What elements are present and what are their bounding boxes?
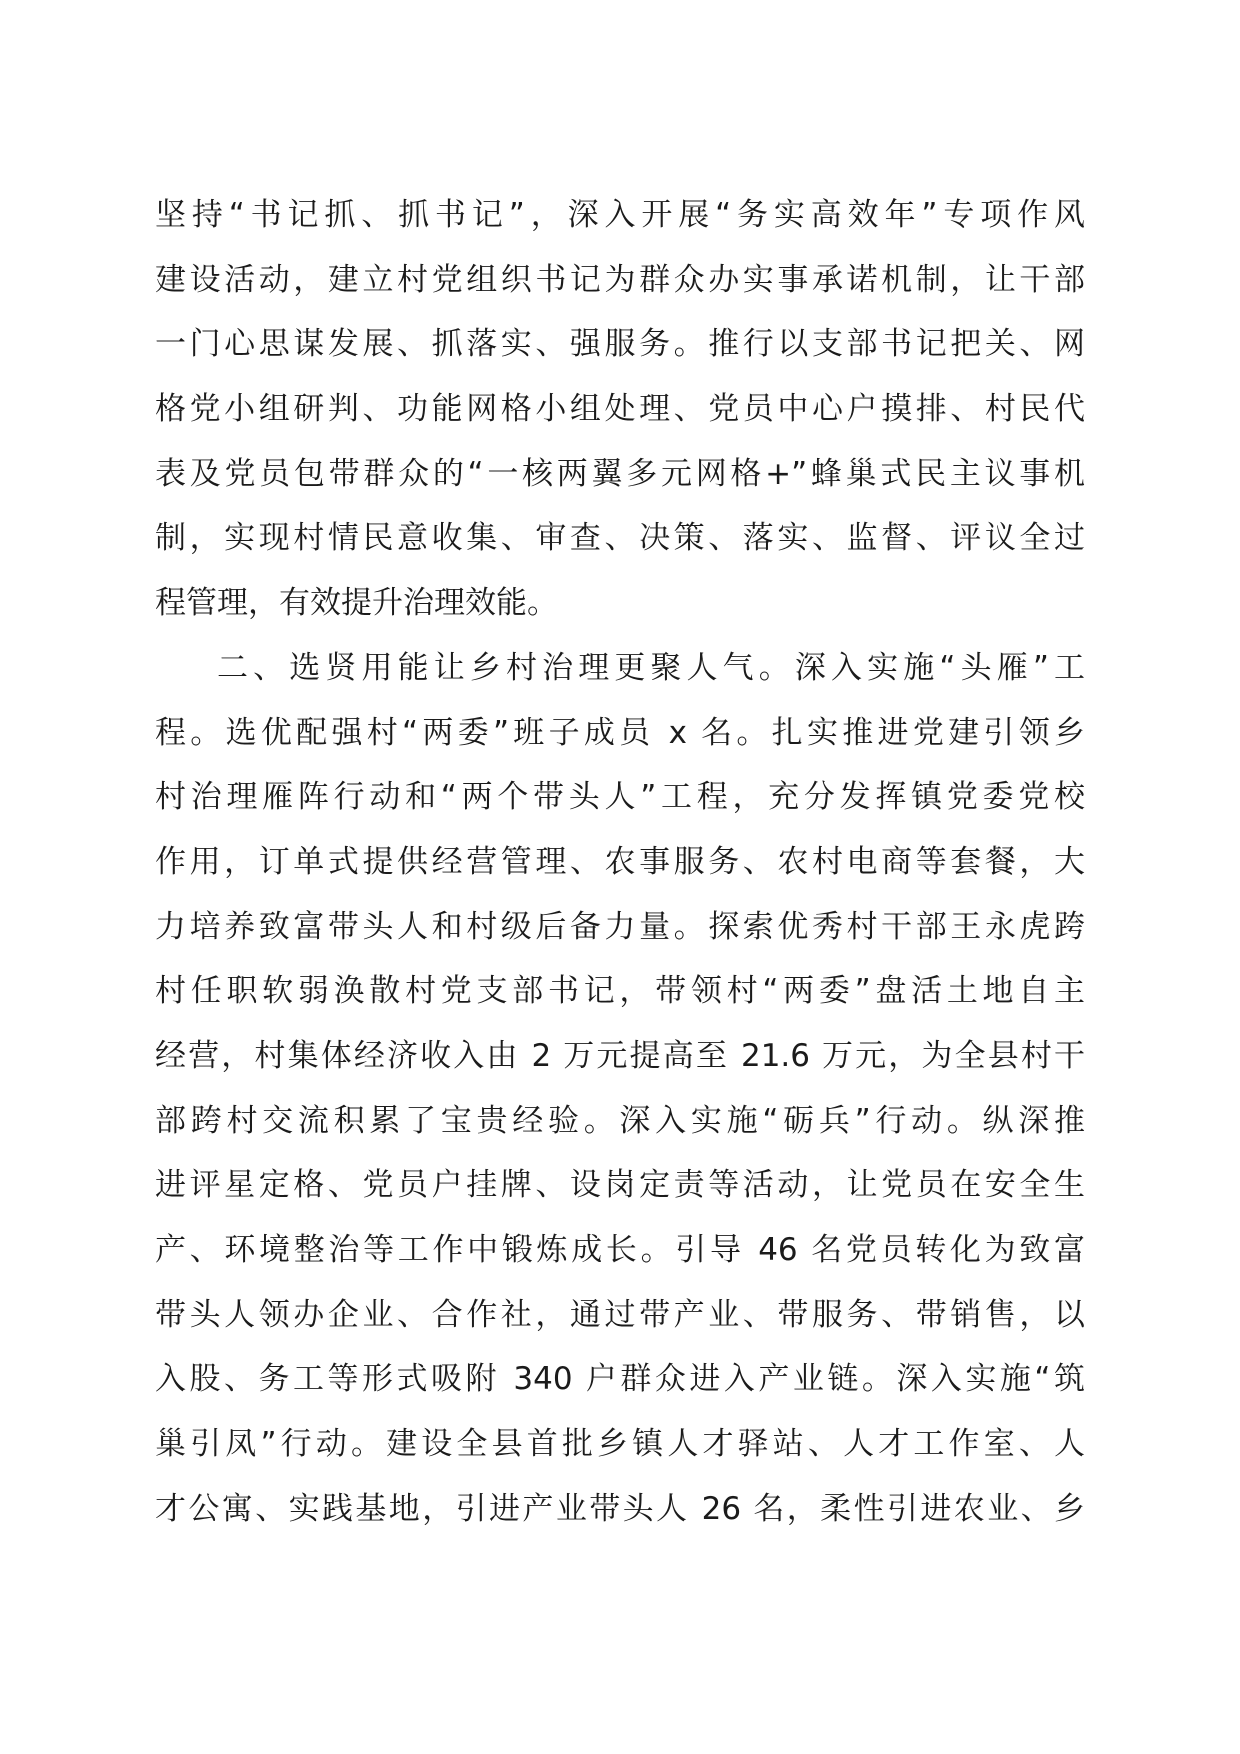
paragraph-1-line-6: 制，实现村情民意收集、审查、决策、落实、监督、评议全过 [155,520,1085,557]
paragraph-2-line-7: 经营，村集体经济收入由 2 万元提高至 21.6 万元，为全县村干 [155,1037,1085,1074]
paragraph-2-line-12: 入股、务工等形式吸附 340 户群众进入产业链。深入实施“筑 [155,1361,1085,1398]
paragraph-2-line-11: 带头人领办企业、合作社，通过带产业、带服务、带销售，以 [155,1296,1085,1333]
paragraph-2-line-2: 程。选优配强村“两委”班子成员 x 名。扎实推进党建引领乡 [155,714,1085,751]
paragraph-2-line-14: 才公寓、实践基地，引进产业带头人 26 名，柔性引进农业、乡 [155,1490,1085,1527]
paragraph-2-line-6: 村任职软弱涣散村党支部书记，带领村“两委”盘活土地自主 [155,973,1085,1010]
paragraph-1-line-1: 坚持“书记抓、抓书记”，深入开展“务实高效年”专项作风 [155,197,1085,233]
paragraph-1-line-7: 程管理，有效提升治理效能。 [155,585,558,622]
paragraph-1-line-5: 表及党员包带群众的“一核两翼多元网格+”蜂巢式民主议事机 [155,455,1085,492]
paragraph-1-line-3: 一门心思谋发展、抓落实、强服务。推行以支部书记把关、网 [155,326,1085,363]
paragraph-2-line-1: 二、选贤用能让乡村治理更聚人气。深入实施“头雁”工 [217,649,1085,686]
paragraph-1-line-2: 建设活动，建立村党组织书记为群众办实事承诺机制，让干部 [155,261,1085,298]
paragraph-2-line-10: 产、环境整治等工作中锻炼成长。引导 46 名党员转化为致富 [155,1232,1085,1268]
paragraph-2-line-9: 进评星定格、党员户挂牌、设岗定责等活动，让党员在安全生 [155,1167,1085,1204]
paragraph-1-line-4: 格党小组研判、功能网格小组处理、党员中心户摸排、村民代 [155,391,1085,428]
paragraph-2-line-8: 部跨村交流积累了宝贵经验。深入实施“砺兵”行动。纵深推 [155,1102,1085,1139]
document-body [155,183,1085,1541]
paragraph-2-line-4: 作用，订单式提供经营管理、农事服务、农村电商等套餐，大 [155,843,1085,880]
paragraph-2-line-3: 村治理雁阵行动和“两个带头人”工程，充分发挥镇党委党校 [155,779,1085,816]
paragraph-2-line-13: 巢引凤”行动。建设全县首批乡镇人才驿站、人才工作室、人 [155,1426,1085,1463]
paragraph-2-line-5: 力培养致富带头人和村级后备力量。探索优秀村干部王永虎跨 [155,908,1085,945]
